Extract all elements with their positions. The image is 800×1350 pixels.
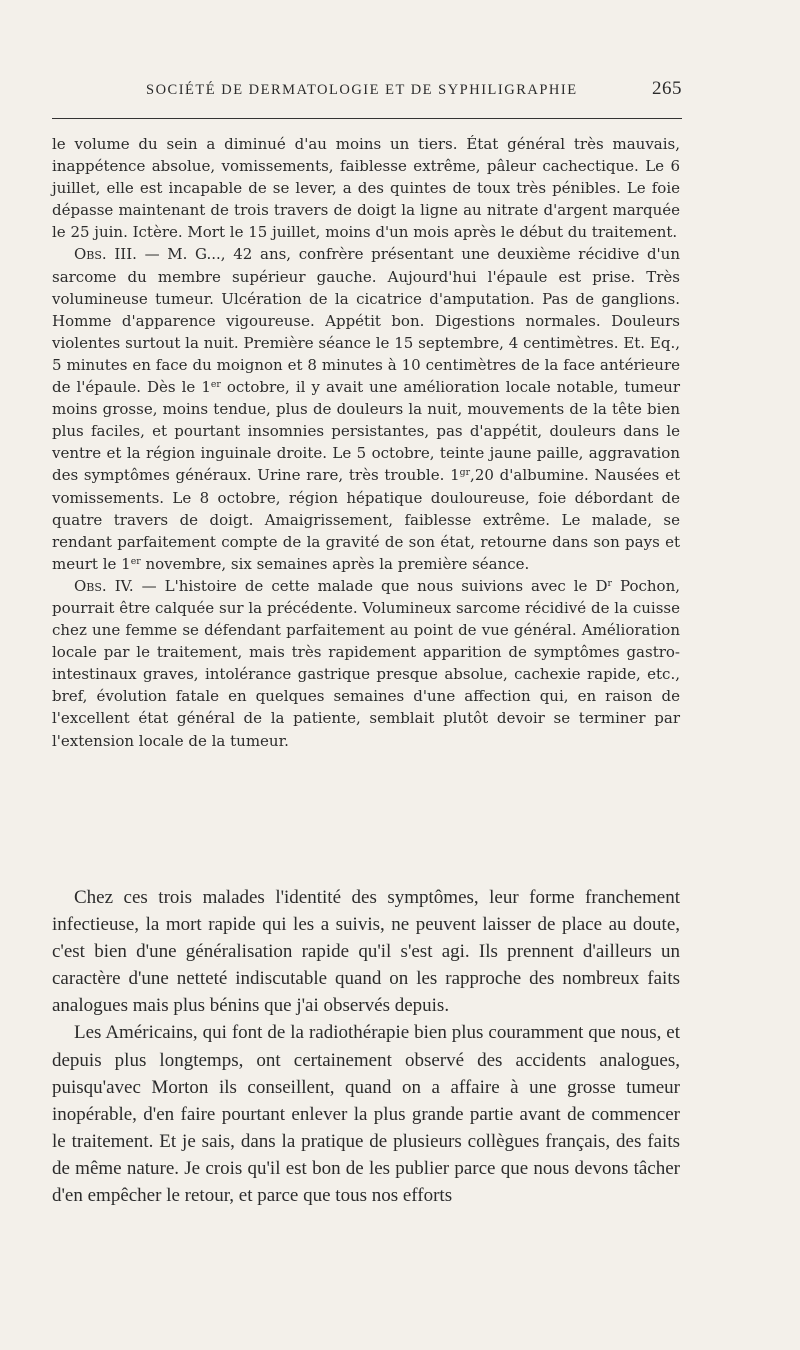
running-head	[52, 78, 682, 102]
paragraph: Chez ces trois malades l'identité des symptômes, leur forme franchement infectieuse, la mort rapide qui les a suivis, ne peuvent laisser de place au doute, c'est bien d'une généralisation rapide qu'il s'est agi. Ils prennent d'ailleurs un caractère d'une netteté indiscutable quand on les rapproche des nombreux faits analogues mais plus bénins que j'ai observés depuis.	[52, 887, 680, 1017]
header-rule	[52, 118, 682, 119]
observation-text: — L'histoire de cette malade que nous suivions avec le $D^r$ Pochon, pourrait être calquée sur la précédente. Volumineux sarcome récidivé de la cuisse chez une femme se défendant parfaitement au point de vue général. Amélioration locale par le traitement, mais très rapidement apparition de symptômes gastro-intestinaux graves, intolérance gastrique presque absolue, cachexie rapide, etc., bref, évolution fatale en quelques semaines d'une affection qui, en raison de l'excellent état général de la patiente, semblait plutôt devoir se terminer par l'extension locale de la tumeur.	[52, 576, 680, 750]
page-number: 265	[652, 78, 682, 99]
paragraph: Les Américains, qui font de la radiothérapie bien plus couramment que nous, et depuis plus longtemps, ont certainement observé des accidents analogues, puisqu'avec Morton ils conseillent, quand on a affaire à une grosse tumeur inopérable, d'en faire pourtant enlever la plus grande partie avant de commencer le traitement. Et je sais, dans la pratique de plusieurs collègues français, des faits de même nature. Je crois qu'il est bon de les publier parce que nous devons tâcher d'en empêcher le retour, et parce que tous nos efforts	[52, 1022, 680, 1207]
observation-continued	[52, 133, 680, 243]
main-text	[52, 884, 680, 1209]
observation-text: le volume du sein a diminué d'au moins un tiers. État général très mauvais, inappétence absolue, vomissements, faiblesse extrême, pâleur cachectique. Le 6 juillet, elle est incapable de se lever, a des quintes de toux très pénibles. Le foie dépasse maintenant de trois travers de doigt la ligne au nitrate d'argent marquée le 25 juin. Ictère. Mort le 15 juillet, moins d'un mois après le début du traitement.	[52, 135, 680, 242]
case-observations	[52, 133, 680, 752]
observation-3	[52, 243, 680, 574]
observation-label: Obs. IV.	[74, 576, 134, 595]
observation-text: — M. G..., 42 ans, confrère présentant une deuxième récidive d'un sarcome du membre supérieur gauche. Aujourd'hui l'épaule est prise. Très volumineuse tumeur. Ulcération de la cicatrice d'amputation. Pas de ganglions. Homme d'apparence vigoureuse. Appétit bon. Digestions normales. Douleurs violentes surtout la nuit. Première séance le 15 septembre, 4 centimètres. Et. Eq., 5 minutes en face du moignon et 8 minutes à 10 centimètres de la face antérieure de l'épaule. Dès le 1er octobre, il y avait une amélioration locale notable, tumeur moins grosse, moins tendue, plus de douleurs la nuit, mouvements de la tête bien plus faciles, et pourtant insomnies persistantes, pas d'appétit, douleurs dans le ventre et la région inguinale droite. Le 5 octobre, teinte jaune paille, aggravation des symptômes généraux. Urine rare, très trouble. $1^{gr},20$ d'albumine. Nausées et vomissements. Le 8 octobre, région hépatique douloureuse, foie débordant de quatre travers de doigt. Amaigrissement, faiblesse extrême. Le malade, se rendant parfaitement compte de la gravité de son état, retourne dans son pays et meurt le 1er novembre, six semaines après la première séance.	[52, 245, 680, 573]
running-title: SOCIÉTÉ DE DERMATOLOGIE ET DE SYPHILIGRAPHIE	[146, 82, 578, 98]
observation-label: Obs. III.	[74, 245, 137, 264]
observation-4	[52, 575, 680, 752]
